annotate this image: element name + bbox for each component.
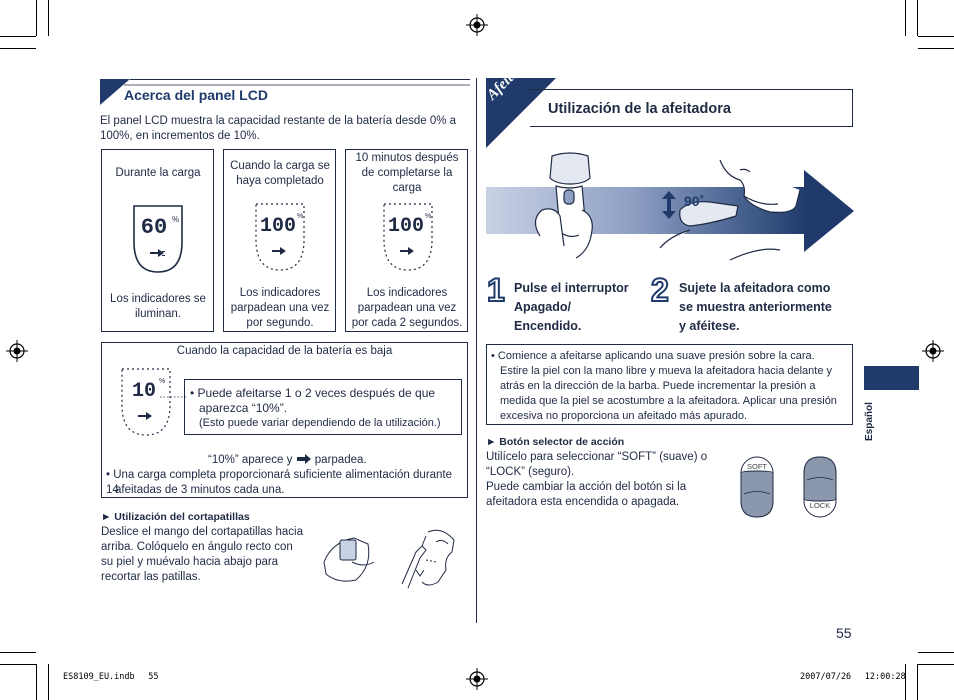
lcd-card-header: Cuando la carga se haya completado: [230, 160, 330, 187]
tips-line: excesiva no proporciona un afeitado más apurado.: [500, 410, 748, 422]
lcd-card-charging: [101, 149, 214, 332]
language-tab-label: Español: [864, 402, 875, 441]
tips-line: atrás en la dirección de la barba. Puede incrementar la presión a: [500, 380, 816, 392]
lcd-display-blinking-icon: [250, 198, 310, 278]
soft-label: SOFT: [747, 462, 767, 471]
trimmer-illustration: [316, 522, 466, 594]
tips-text: [491, 349, 837, 424]
lcd-digits: 100: [387, 215, 425, 238]
lcd-card-footer: Los indicadores parpadean una vez por segundo.: [230, 287, 330, 329]
hand-holding-shaver-illustration: [520, 150, 620, 260]
trimmer-title: ► Utilización del cortapatillas: [101, 511, 250, 523]
note-line: (Esto puede variar dependiendo de la utilización.): [199, 417, 441, 429]
percent-sign: %: [297, 213, 304, 220]
afeitado-tab-label: Afeitado: [484, 54, 533, 104]
lcd-card-header: Durante la carga: [115, 167, 201, 179]
step-text: [679, 279, 832, 336]
registration-mark-icon: [466, 14, 488, 36]
lcd-digits: 100: [259, 215, 297, 238]
next-arrow-icon: [804, 170, 854, 252]
lcd-display-blinking-icon: [378, 198, 438, 278]
selector-title: ► Botón selector de acción: [486, 436, 625, 448]
language-tab-bar: [864, 366, 919, 390]
shaver-title: Utilización de la afeitadora: [548, 101, 731, 117]
step-line: Pulse el interruptor: [514, 281, 629, 295]
low-battery-box: [101, 342, 468, 498]
step-number: 2: [651, 272, 669, 308]
callout-connector: [160, 387, 186, 407]
note-line: • Puede afeitarse 1 o 2 veces después de que: [190, 386, 436, 400]
selector-line: Utilícelo para seleccionar “SOFT” (suave) o: [486, 451, 708, 463]
blink-note-pre: “10%” aparece y: [208, 454, 293, 466]
low-battery-note: [184, 379, 462, 435]
percent-sign: %: [425, 213, 432, 220]
page-number: 55: [836, 625, 852, 641]
step-line: Sujete la afeitadora como: [679, 281, 831, 295]
shaver-title-box: [530, 89, 853, 127]
trimmer-body: [101, 525, 321, 585]
lcd-display-icon: [132, 204, 184, 274]
blink-note: [208, 453, 367, 468]
step-line: Encendido.: [514, 319, 582, 333]
lcd-card-complete: [223, 149, 336, 332]
trimmer-line: Deslice el mango del cortapatillas hacia: [101, 526, 303, 538]
lcd-card-footer: Los indicadores parpadean una vez por cada 2 segundos.: [351, 287, 463, 329]
tips-line: Estire la piel con la mano libre y mueva la afeitadora hacia delante y: [500, 365, 833, 377]
plug-icon: [296, 454, 312, 464]
registration-mark-icon: [466, 668, 488, 690]
lcd-card-footer: Los indicadores se iluminan.: [110, 293, 206, 320]
shaving-tips-box: [486, 344, 853, 425]
step-line: y aféitese.: [679, 319, 740, 333]
lcd-section-title: Acerca del panel LCD: [124, 87, 268, 103]
trimmer-line: recortar las patillas.: [101, 571, 201, 583]
selector-line: afeitadora esta encendida o apagada.: [486, 496, 680, 508]
column-divider: [476, 78, 477, 623]
lcd-card-after-10min: [345, 149, 468, 332]
selector-line: “LOCK” (seguro).: [486, 466, 575, 478]
lock-selector-button[interactable]: [803, 456, 837, 518]
tips-line: medida que la piel se acostumbre a la afeitadora. Aplicar una presión: [500, 395, 837, 407]
soft-selector-button[interactable]: [740, 456, 774, 518]
registration-mark-icon: [922, 340, 944, 362]
trimmer-line: arriba. Colóquelo en ángulo recto con: [101, 541, 293, 553]
step-line: Apagado/: [514, 300, 571, 314]
step-line: se muestra anteriormente: [679, 300, 832, 314]
lcd-intro-text: El panel LCD muestra la capacidad restante de la batería desde 0% a 100%, en incrementos de 10%.: [100, 115, 457, 142]
selector-body: [486, 450, 726, 510]
vertical-arrow-icon: [662, 191, 676, 219]
note-line: aparezca “10%”.: [199, 401, 288, 415]
lock-label: LOCK: [809, 501, 831, 510]
lcd-digits: 10: [131, 380, 157, 403]
registration-mark-icon: [6, 340, 28, 362]
lcd-digits: 60: [140, 215, 168, 240]
step-number: 1: [487, 272, 505, 308]
full-charge-bullet: • Una carga completa proporcionará suficiente alimentación durante 14: [106, 469, 453, 496]
lcd-card-header: 10 minutos después de completarse la carga: [355, 152, 459, 194]
angle-label: 90˚: [684, 193, 705, 209]
trimmer-line: su piel y muévalo hacia abajo para: [101, 556, 279, 568]
tips-line: • Comience a afeitarse aplicando una suave presión sobre la cara.: [491, 350, 815, 362]
percent-sign: %: [159, 378, 166, 385]
full-charge-bullet-cont: afeitadas de 3 minutos cada una.: [115, 484, 285, 496]
footer-date: 2007/07/26 12:00:28: [800, 672, 906, 682]
step-text: [514, 279, 629, 336]
footer-file: ES8109_EU.indb 55: [63, 672, 159, 682]
blink-note-post: parpadea.: [314, 454, 367, 466]
selector-line: Puede cambiar la acción del botón si la: [486, 481, 687, 493]
low-battery-header: Cuando la capacidad de la batería es baja: [176, 345, 393, 357]
percent-sign: %: [172, 215, 180, 224]
